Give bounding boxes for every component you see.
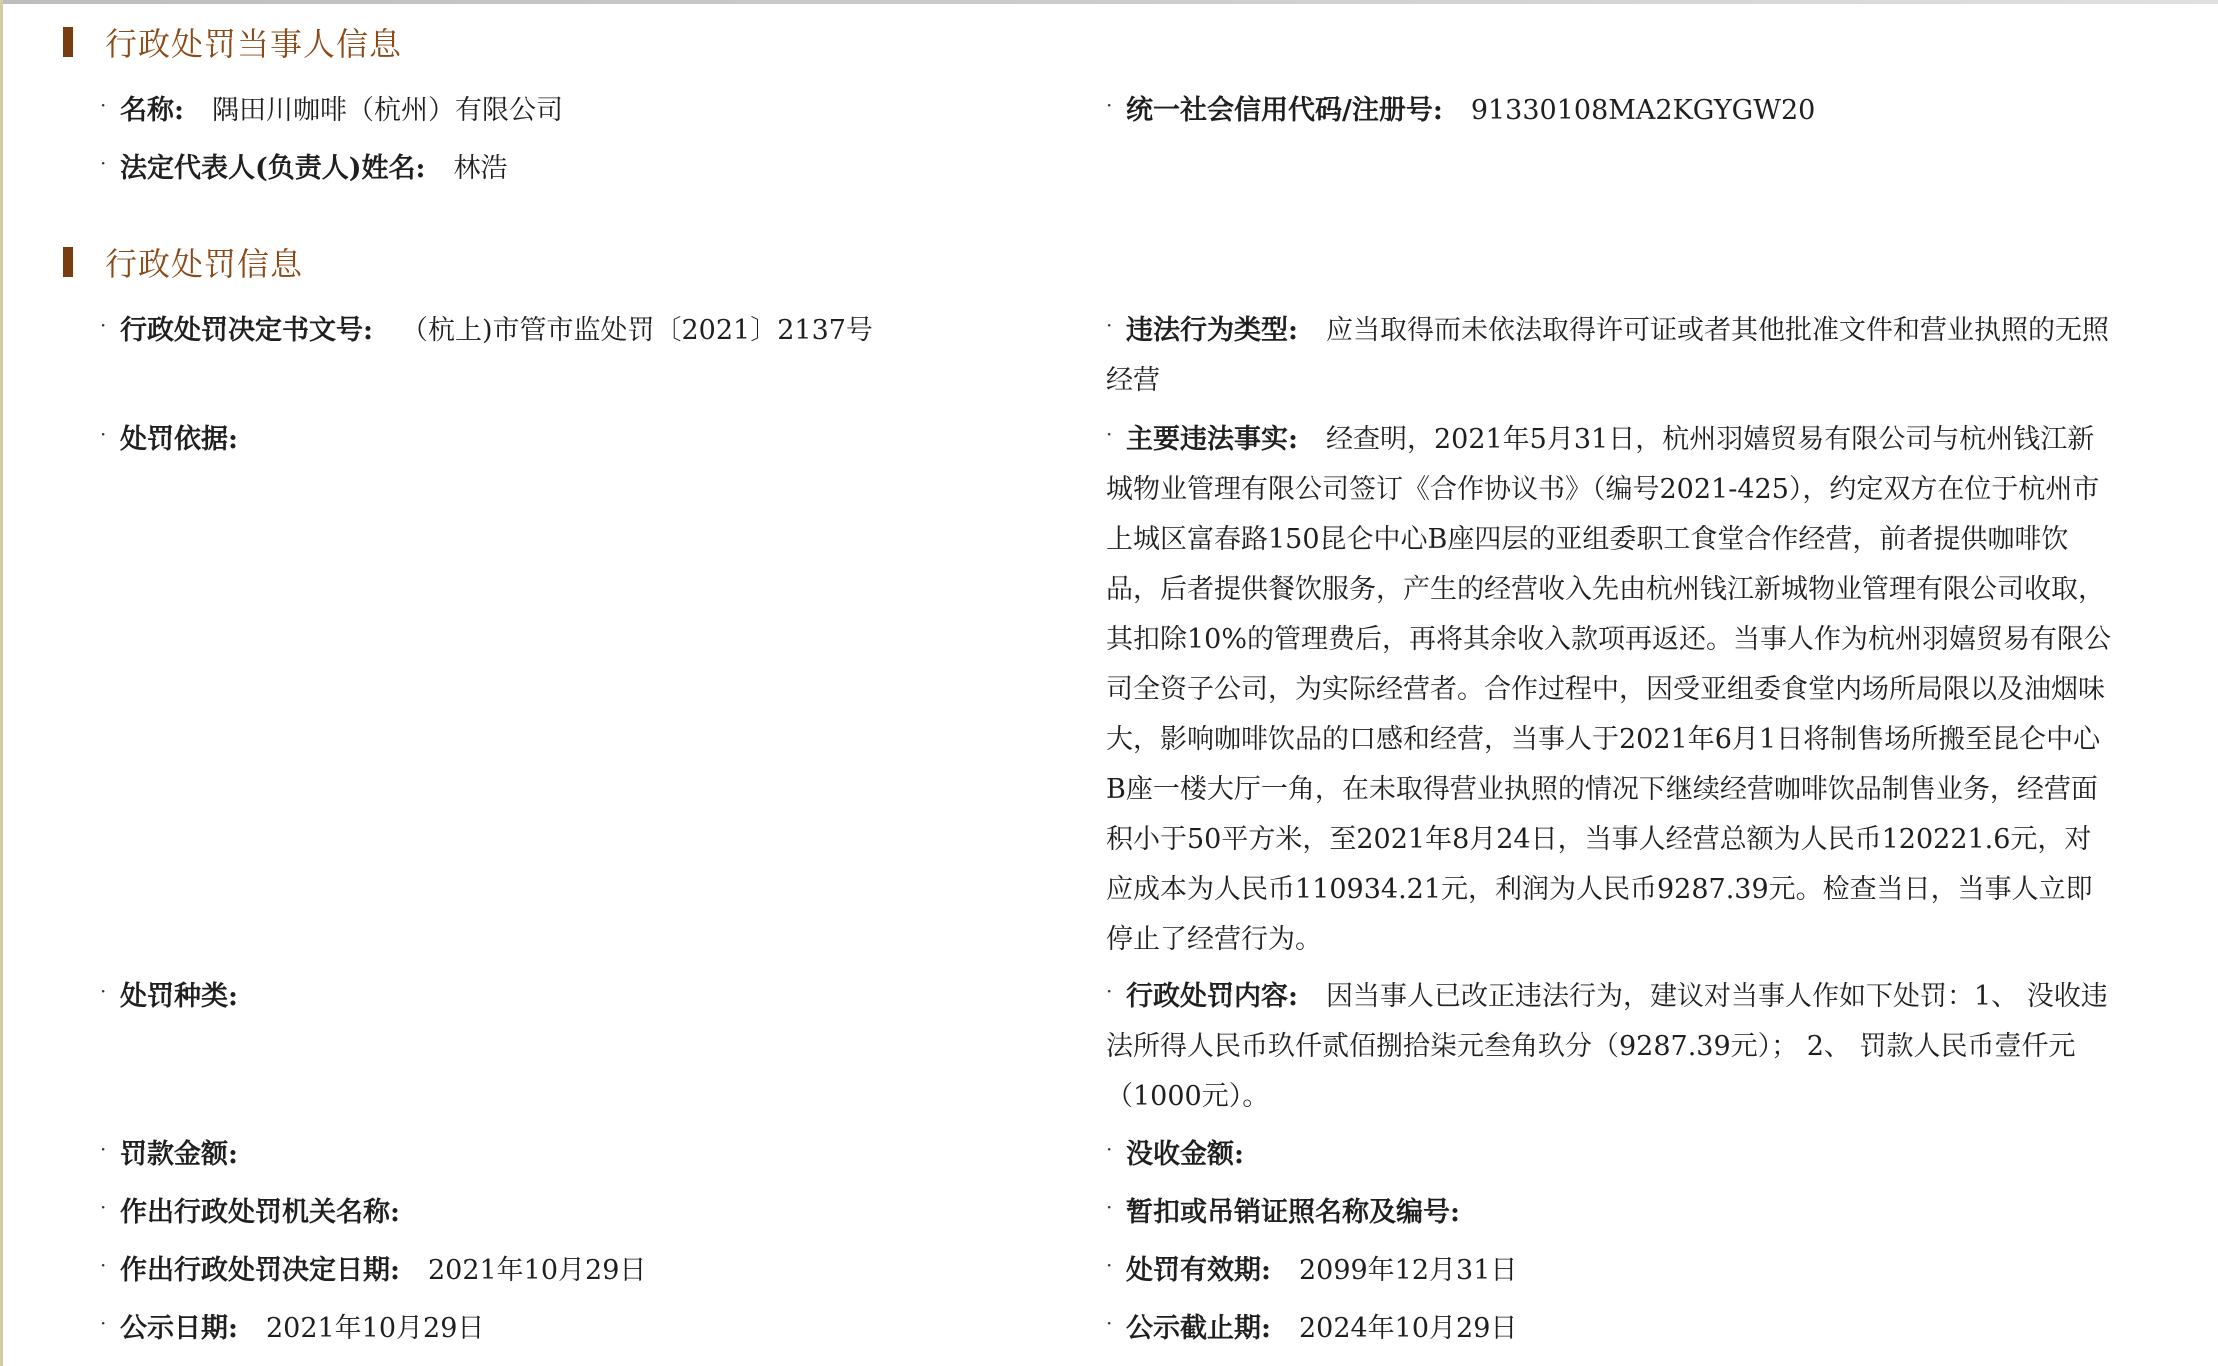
field-label: 法定代表人(负责人)姓名: (120, 153, 426, 184)
field-label: 暂扣或吊销证照名称及编号: (1126, 1197, 1460, 1228)
section-title-penalty-info (63, 238, 303, 286)
section-title-text: 行政处罚信息 (105, 245, 304, 283)
bullet: · (100, 151, 107, 175)
field-label: 违法行为类型: (1126, 315, 1298, 346)
field-doc-number (100, 306, 873, 356)
section-title-party-info (63, 18, 402, 66)
bullet: · (1106, 422, 1113, 446)
bullet: · (1106, 1311, 1113, 1335)
field-license-suspension (1106, 1188, 1488, 1238)
section-marker (63, 27, 73, 57)
field-label: 处罚依据: (120, 424, 238, 455)
field-label: 处罚种类: (120, 981, 238, 1012)
field-label: 作出行政处罚机关名称: (120, 1197, 400, 1228)
field-label: 统一社会信用代码/注册号: (1126, 95, 1443, 126)
field-label: 没收金额: (1126, 1139, 1244, 1170)
field-confiscation-amount (1106, 1130, 1272, 1180)
bullet: · (100, 979, 107, 1003)
field-label: 行政处罚内容: (1126, 981, 1298, 1012)
field-fine-amount (100, 1130, 266, 1180)
field-publish-date (100, 1304, 484, 1354)
top-border (0, 0, 2218, 4)
bullet: · (100, 1137, 107, 1161)
bullet: · (1106, 1195, 1113, 1219)
bullet: · (1106, 93, 1113, 117)
bullet: · (1106, 1137, 1113, 1161)
field-value: 2021年10月29日 (265, 1313, 485, 1344)
field-basis (100, 415, 266, 465)
bullet: · (100, 313, 107, 337)
field-value: 2021年10月29日 (427, 1255, 647, 1286)
field-label: 行政处罚决定书文号: (120, 315, 373, 346)
bullet: · (100, 422, 107, 446)
field-publish-end-date (1106, 1304, 1517, 1354)
field-value: 隅田川咖啡（杭州）有限公司 (211, 95, 563, 126)
bullet: · (100, 1195, 107, 1219)
field-value: 经查明，2021年5月31日，杭州羽嬉贸易有限公司与杭州钱江新城物业管理有限公司签订《合作协议书》（编号2021-425），约定双方在位于杭州市上城区富春路150昆仑中心B座四层的亚组委职工食堂合作经营，前者提供咖啡饮品，后者提供餐饮服务，产生的经营收入先由杭州钱江新城物业管理有限公司收取，其扣除10%的管理费后，再将其余收入款项再返还。当事人作为杭州羽嬉贸易有限公司全资子公司，为实际经营者。合作过程中，因受亚组委食堂内场所局限以及油烟味大，影响咖啡饮品的口感和经营，当事人于2021年6月1日将制售场所搬至昆仑中心B座一楼大厅一角，在未取得营业执照的情况下继续经营咖啡饮品制售业务，经营面积小于50平方米，至2021年8月24日，当事人经营总额为人民币120221.6元，对应成本为人民币110934.21元，利润为人民币9287.39元。检查当日，当事人立即停止了经营行为。 (1106, 424, 2112, 955)
bullet: · (1106, 1253, 1113, 1277)
field-value: 91330108MA2KGYGW20 (1470, 95, 1816, 126)
field-label: 公示截止期: (1126, 1313, 1271, 1344)
field-penalty-type (100, 972, 266, 1022)
field-main-facts (1106, 415, 2111, 965)
field-valid-until (1106, 1246, 1517, 1296)
field-value: （杭上)市管市监处罚〔2021〕2137号 (400, 315, 873, 346)
field-label: 名称: (120, 95, 184, 126)
left-border (0, 0, 3, 1366)
field-decision-date (100, 1246, 646, 1296)
field-label: 作出行政处罚决定日期: (120, 1255, 400, 1286)
field-name (100, 86, 563, 136)
field-value: 2024年10月29日 (1298, 1313, 1518, 1344)
bullet: · (100, 93, 107, 117)
field-authority-name (100, 1188, 428, 1238)
bullet: · (100, 1311, 107, 1335)
bullet: · (1106, 979, 1113, 1003)
bullet: · (100, 1253, 107, 1277)
field-label: 主要违法事实: (1126, 424, 1298, 455)
field-penalty-content (1106, 972, 2111, 1122)
field-value: 应当取得而未依法取得许可证或者其他批准文件和营业执照的无照经营 (1106, 315, 2109, 396)
field-violation-type (1106, 306, 2111, 406)
field-label: 处罚有效期: (1126, 1255, 1271, 1286)
field-label: 公示日期: (120, 1313, 238, 1344)
field-credit-code (1106, 86, 1815, 136)
section-title-text: 行政处罚当事人信息 (105, 25, 403, 63)
bullet: · (1106, 313, 1113, 337)
section-marker (63, 247, 73, 277)
field-value: 林浩 (453, 153, 508, 184)
field-legal-rep (100, 144, 508, 194)
field-value: 2099年12月31日 (1298, 1255, 1518, 1286)
field-label: 罚款金额: (120, 1139, 238, 1170)
field-value: 因当事人已改正违法行为，建议对当事人作如下处罚：1、 没收违法所得人民币玖仟贰佰捌拾柒元叁角玖分（9287.39元）； 2、 罚款人民币壹仟元（1000元）。 (1106, 981, 2108, 1112)
